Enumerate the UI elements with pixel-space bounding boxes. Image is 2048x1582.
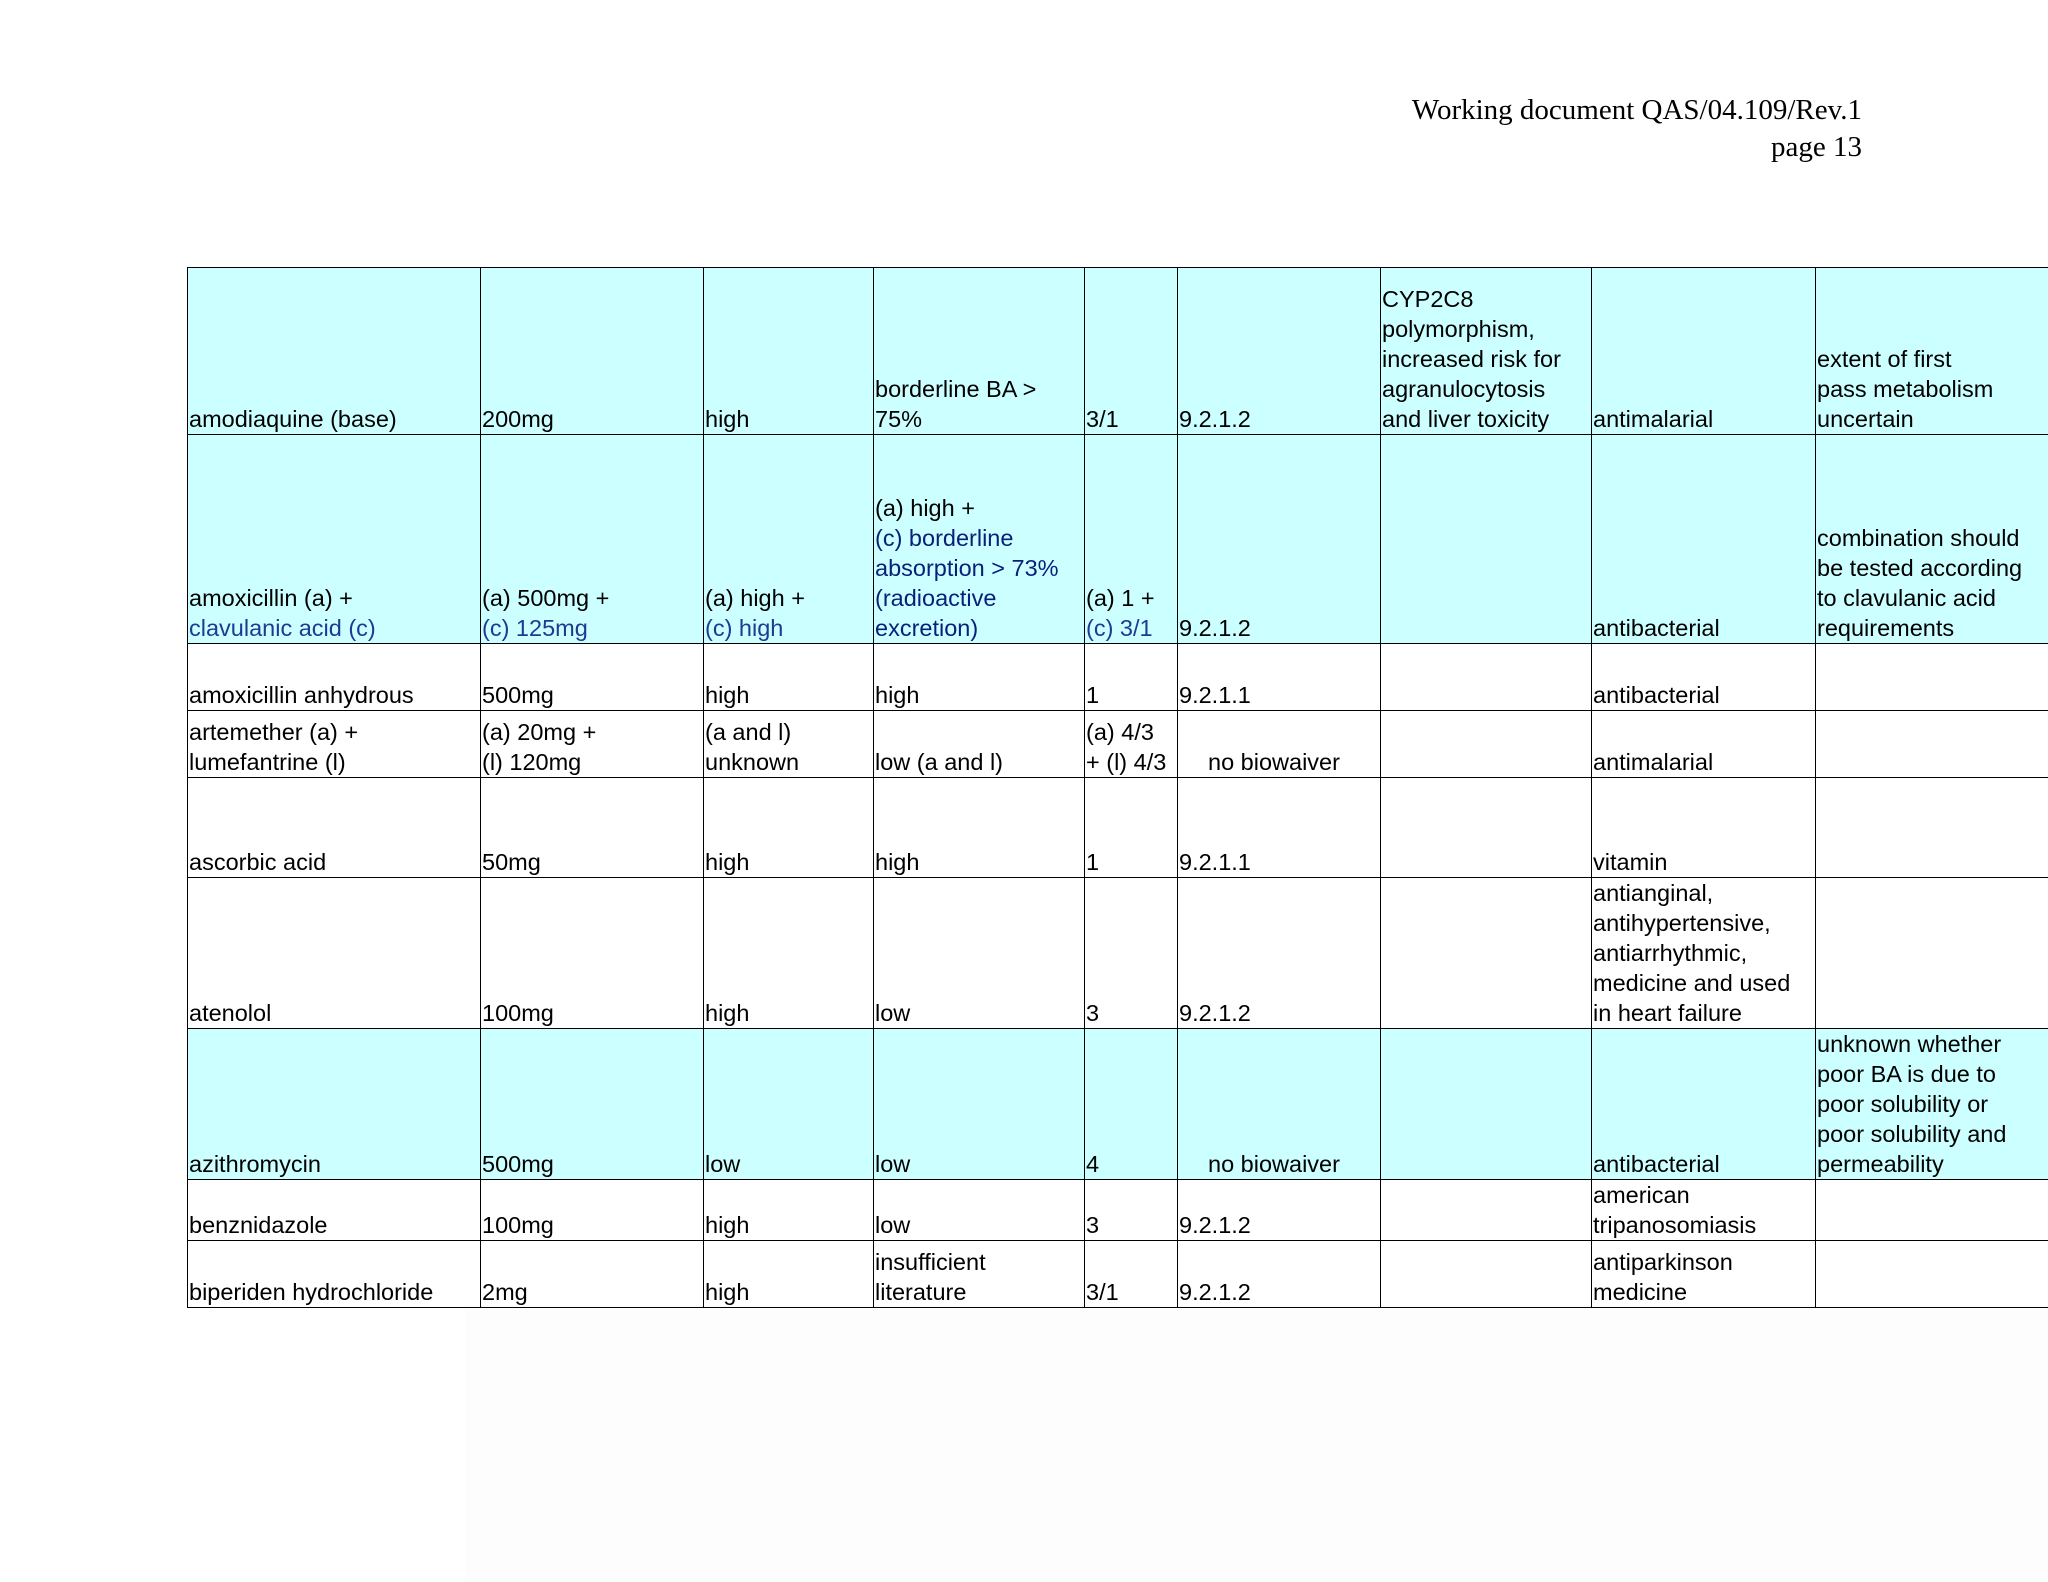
dose-cell — [481, 435, 704, 644]
permeability-cell: low — [874, 1029, 1085, 1180]
table-row — [188, 778, 2048, 878]
comments-cell — [1816, 878, 2048, 1029]
section-cell: 9.2.1.2 — [1178, 268, 1381, 435]
bcs-class-cell: 4 — [1085, 1029, 1178, 1180]
comments-cell: extent of first pass metabolism uncertain — [1816, 268, 2048, 435]
page-number: page 13 — [1771, 131, 1862, 163]
dose-cell: (a) 20mg + (l) 120mg — [481, 711, 704, 778]
permeability-cell: borderline BA > 75% — [874, 268, 1085, 435]
bcs-class-cell: 3 — [1085, 878, 1178, 1029]
risk-cell — [1381, 1180, 1592, 1241]
solubility-cell: high — [704, 1241, 874, 1308]
solubility-cell: high — [704, 268, 874, 435]
dose-cell: 100mg — [481, 1180, 704, 1241]
risk-cell — [1381, 435, 1592, 644]
section-cell: 9.2.1.2 — [1178, 1180, 1381, 1241]
indication-cell: antibacterial — [1592, 435, 1816, 644]
section-cell: 9.2.1.1 — [1178, 778, 1381, 878]
medicine-name-cell: atenolol — [188, 878, 481, 1029]
solubility-cell: (a and l) unknown — [704, 711, 874, 778]
medicine-name-cell: biperiden hydrochloride — [188, 1241, 481, 1308]
comments-cell — [1816, 711, 2048, 778]
component-a-text: amoxicillin (a) + — [189, 585, 353, 611]
comments-cell — [1816, 1180, 2048, 1241]
solubility-cell: high — [704, 778, 874, 878]
bcs-class-cell: (a) 4/3 + (l) 4/3 — [1085, 711, 1178, 778]
table-row — [188, 435, 2048, 644]
table-row — [188, 878, 2048, 1029]
section-cell: 9.2.1.1 — [1178, 644, 1381, 711]
dose-cell: 2mg — [481, 1241, 704, 1308]
medicine-name-cell: amoxicillin anhydrous — [188, 644, 481, 711]
permeability-cell: high — [874, 778, 1085, 878]
solubility-cell — [704, 435, 874, 644]
section-cell: 9.2.1.2 — [1178, 435, 1381, 644]
risk-cell — [1381, 778, 1592, 878]
comments-cell — [1816, 778, 2048, 878]
comments-cell: unknown whether poor BA is due to poor solubility or poor solubility and permeability — [1816, 1029, 2048, 1180]
dose-cell: 500mg — [481, 1029, 704, 1180]
risk-cell — [1381, 1029, 1592, 1180]
section-cell: 9.2.1.2 — [1178, 1241, 1381, 1308]
solubility-cell: high — [704, 1180, 874, 1241]
medicine-name-cell: benznidazole — [188, 1180, 481, 1241]
solubility-cell: low — [704, 1029, 874, 1180]
permeability-cell: low — [874, 1180, 1085, 1241]
permeability-cell: high — [874, 644, 1085, 711]
indication-cell: antianginal, antihypertensive, antiarrhythmic, medicine and used in heart failure — [1592, 878, 1816, 1029]
indication-cell: antimalarial — [1592, 711, 1816, 778]
medicine-name-cell — [188, 435, 481, 644]
component-a-text: (a) high + — [875, 495, 975, 521]
page-header — [1412, 92, 1862, 166]
solubility-cell: high — [704, 644, 874, 711]
medicines-table — [187, 267, 2048, 1308]
medicine-name-cell: artemether (a) + lumefantrine (l) — [188, 711, 481, 778]
risk-cell — [1381, 878, 1592, 1029]
indication-cell: american tripanosomiasis — [1592, 1180, 1816, 1241]
component-a-text: (a) 500mg + — [482, 585, 610, 611]
indication-cell: antibacterial — [1592, 644, 1816, 711]
medicine-name-cell: ascorbic acid — [188, 778, 481, 878]
bcs-class-cell — [1085, 435, 1178, 644]
comments-cell — [1816, 644, 2048, 711]
document-reference: Working document QAS/04.109/Rev.1 — [1411, 94, 1862, 126]
table-row — [188, 644, 2048, 711]
component-a-text: (a) 1 + — [1086, 585, 1155, 611]
section-cell: no biowaiver — [1178, 1029, 1381, 1180]
dose-cell: 100mg — [481, 878, 704, 1029]
risk-cell — [1381, 644, 1592, 711]
component-a-text: (a) high + — [705, 585, 805, 611]
indication-cell: antiparkinson medicine — [1592, 1241, 1816, 1308]
medicine-name-cell: amodiaquine (base) — [188, 268, 481, 435]
medicine-name-cell: azithromycin — [188, 1029, 481, 1180]
comments-cell: combination should be tested according to clavulanic acid requirements — [1816, 435, 2048, 644]
table-row — [188, 1180, 2048, 1241]
bcs-class-cell: 3/1 — [1085, 268, 1178, 435]
bcs-class-cell: 1 — [1085, 778, 1178, 878]
permeability-cell: low (a and l) — [874, 711, 1085, 778]
component-c-text: clavulanic acid (c) — [189, 615, 376, 641]
component-c-text: (c) high — [705, 615, 784, 641]
component-c-text: (c) 3/1 — [1086, 615, 1153, 641]
bcs-class-cell: 3/1 — [1085, 1241, 1178, 1308]
indication-cell: antibacterial — [1592, 1029, 1816, 1180]
table-row — [188, 1241, 2048, 1308]
risk-cell — [1381, 711, 1592, 778]
component-c-text: (c) borderline absorption > 73% (radioactive excretion) — [875, 525, 1059, 641]
risk-cell — [1381, 1241, 1592, 1308]
indication-cell: vitamin — [1592, 778, 1816, 878]
permeability-cell: low — [874, 878, 1085, 1029]
permeability-cell — [874, 435, 1085, 644]
indication-cell: antimalarial — [1592, 268, 1816, 435]
dose-cell: 50mg — [481, 778, 704, 878]
component-c-text: (c) 125mg — [482, 615, 588, 641]
bcs-class-cell: 1 — [1085, 644, 1178, 711]
table-row — [188, 1029, 2048, 1180]
section-cell: 9.2.1.2 — [1178, 878, 1381, 1029]
risk-cell: CYP2C8 polymorphism, increased risk for agranulocytosis and liver toxicity — [1381, 268, 1592, 435]
solubility-cell: high — [704, 878, 874, 1029]
permeability-cell: insufficient literature — [874, 1241, 1085, 1308]
page-background-shade — [465, 1305, 2048, 1582]
table-row — [188, 711, 2048, 778]
section-cell: no biowaiver — [1178, 711, 1381, 778]
comments-cell — [1816, 1241, 2048, 1308]
dose-cell: 200mg — [481, 268, 704, 435]
dose-cell: 500mg — [481, 644, 704, 711]
table-row — [188, 268, 2048, 435]
bcs-class-cell: 3 — [1085, 1180, 1178, 1241]
